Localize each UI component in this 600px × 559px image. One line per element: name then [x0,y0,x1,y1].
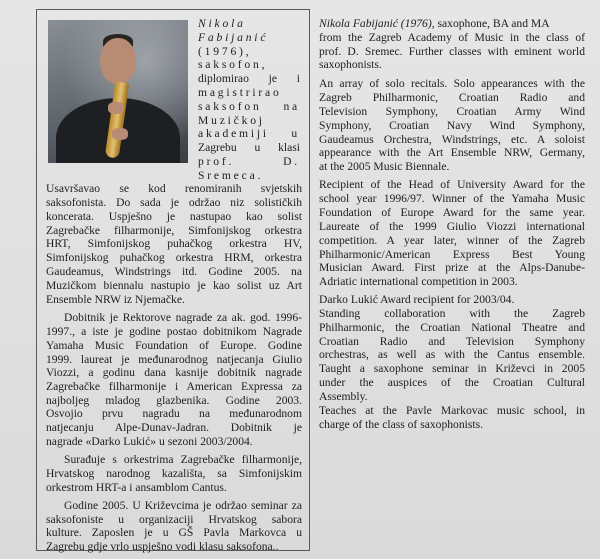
left-para2-line: natjecanju Alpe-Dunav-Jadran. Dobitnik je [46,421,302,434]
right-para1-line: from the Zagreb Academy of Music in the class of [319,31,585,44]
left-para4-line: Godine 2005. U Križevcima je održao seminar za [64,499,302,512]
header-line-name: Nikola [198,17,246,30]
header-line-surname: Fabijanić [198,31,269,44]
right-para3-line: competition. A year later, winner of the Zagreb [319,234,585,247]
left-para2-line: Osvojio prvu nagradu na međunarodnom [46,407,302,420]
right-para4-line: Croatian Radio and Television Symphony [319,335,585,348]
right-para3-line: Recipient of the Head of University Award for the [319,178,585,191]
header-line-year: (1976), [198,45,252,58]
left-para1-line: Zagrebačke filharmonije, Simfonijskog orkestra [46,224,302,237]
left-para3-line: Surađuje s orkestrima Zagrebačke filharmonije, [64,453,302,466]
left-para2-line: nagrade «Darko Lukić» u sezoni 2003/2004. [46,435,253,448]
left-para1-line: koncerata. Uspješno je nastupao kao solist [46,210,302,223]
right-para2-line: appearance with the Art Ensemble NRW, Germany, [319,146,585,159]
header-line: Sremeca. [198,169,264,182]
header-line: prof. D. [198,155,300,168]
right-para4-line: Teaches at the Pavle Markovac music school, in [319,404,585,417]
left-para2-line: 1999. laureat je međunarodnog natjecanja Giulio [46,353,302,366]
right-para2-line: Television Symphony, Croatian Army Wind [319,105,585,118]
right-para3-line: Philharmonic/American Express Best Young [319,248,585,261]
header-line: saksofon, [198,58,268,71]
left-para1-line: HRT, Simfonijskog puhačkog orkestra HV, [46,237,302,250]
left-para4-line: Zagrebu gdje vrlo uspješno vodi klasu saksofona.. [46,540,279,553]
header-line: akademiji u [198,127,300,140]
header-line: saksofon na [198,100,300,113]
right-para4-line: Philharmonic, the Croatian National Theatre and [319,321,585,334]
left-para2-line: 1997., a iste je godine postao dobitnikom Nagrade [46,325,302,338]
left-para3-line: Hrvatskog narodnog kazališta, sa Simfonijskim [46,467,302,480]
left-para2-line: Dobitnik je Rektorove nagrade za ak. god. 1996- [64,311,302,324]
right-para2-line: at the 2005 Music Biennale. [319,160,450,173]
right-para2-line: Zagreb Philharmonic, Croatian Radio and [319,91,585,104]
portrait-photo-saxophonist [48,20,188,163]
right-para1-rest: , saxophone, BA and MA [431,17,550,30]
right-para4-line: orchestras, as well as with the Cantus ensemble. [319,348,585,361]
left-para2-line: Viozzi, a godinu dana kasnije dobitnik nagrade [46,366,302,379]
left-para2-line: najbolјeg mladog glazbenika. Godine 2003. [46,394,302,407]
english-name-year: Nikola Fabijanić (1976) [319,17,432,30]
left-para1-line: Ensemble NRW iz Njemačke. [46,293,185,306]
right-para2-line: An array of solo recitals. Solo appearances with the [319,77,585,90]
left-para1-line: saksofonista. Do sada je održao niz solističkih [46,196,302,209]
right-para4-line: Assembly. [319,390,368,403]
right-para3-line: Foundation of Europe Award for the same year. [319,206,585,219]
right-para3-line: Laureate of the 1999 Giulio Viozzi international [319,220,585,233]
left-para4-line: saksofoniste u organizaciji Hrvatskog sabora [46,513,302,526]
left-para1-line: Simfonijskog puhačkog orkestra HRM, orkestra [46,251,302,264]
right-para2-line: Gaudeamus Orchestra, Windstrings, etc. A soloist [319,133,585,146]
right-para4-line: Taught a saxophone seminar in Križevci in 2005 [319,362,585,375]
left-para2-line: Yamaha Music Foundation of Europe. Godine [46,339,302,352]
right-para4-line: charge of the class of saxophonists. [319,418,483,431]
right-para4-line: Darko Lukić Award recipient for 2003/04. [319,293,515,306]
right-para1-line: saxophonists. [319,58,382,71]
left-para4-line: kulture. Zaposlen je u GŠ Pavla Markovca u [46,526,302,539]
left-para1-line: Usavršavao se kod renomiranih svjetskih [46,182,302,195]
right-para3-line: school year 1996/97. Winner of the Yamaha Music [319,192,585,205]
right-para3-line: Adriatic international competition in 2003. [319,275,518,288]
left-para1-line: Gaudeamus, Windstrings itd. Godine 2005. na [46,265,302,278]
header-line: magistrirao [198,86,282,99]
right-para4-line: under the auspices of the Croatian Cultural [319,376,585,389]
header-line: Zagrebu u klasi [198,141,300,154]
right-para1-line: prof. D. Sremec. Further classes with eminent world [319,45,585,58]
left-para3-line: orkestrom HRT-a i ansamblom Cantus. [46,481,227,494]
right-para4-line: Standing collaboration with the Zagreb [319,307,585,320]
left-para2-line: Zagrebačke filharmonije i American Expressa za [46,380,302,393]
right-para1-line [319,17,585,31]
header-line: diplomirao je i [198,72,300,85]
right-para2-line: Symphony, Croatian Navy Wind Symphony, [319,119,585,132]
header-line: Muzičkoj [198,114,265,127]
right-para3-line: Musician Award. First prize at the Alps-Danube- [319,261,585,274]
left-para1-line: Muzičkom biennalu nastupio je kao solist uz Art [46,279,302,292]
